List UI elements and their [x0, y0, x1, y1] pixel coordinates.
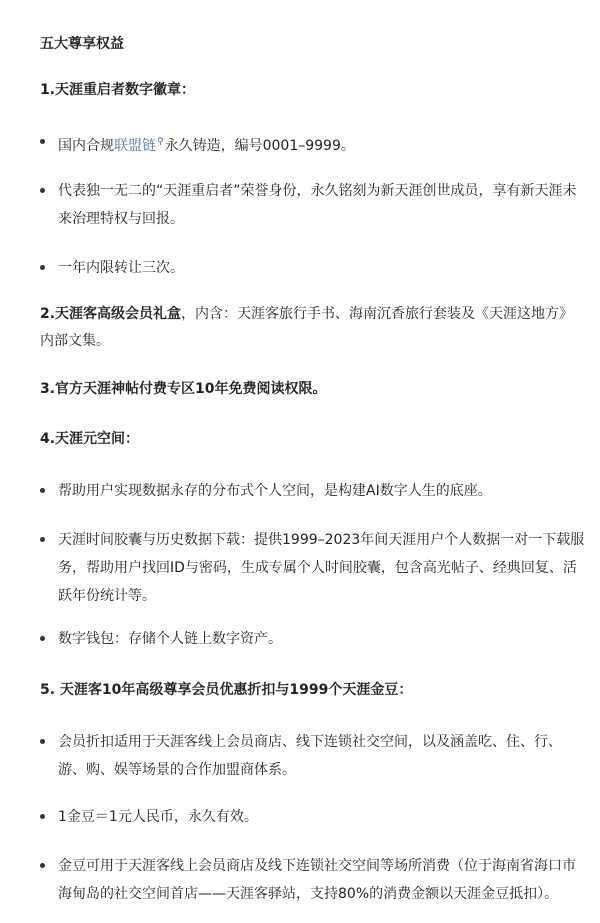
- list-item-text-cont: 务，帮助用户找回ID与密码，生成专属个人时间胶囊，包含高光帖子、经典回复、活: [58, 560, 577, 576]
- search-icon: ⚲: [157, 137, 164, 147]
- section-2-paragraph: 2.天涯客高级会员礼盒，内含：天涯客旅行手书、海南沉香旅行套装及《天涯这地方》: [40, 306, 574, 322]
- list-item-text: 国内合规联盟链⚲永久铸造，编号0001–9999。: [58, 128, 580, 160]
- bullet-icon: [40, 537, 45, 542]
- page-title: 五大尊享权益: [40, 36, 124, 52]
- bullet-icon: [40, 188, 45, 193]
- list-item-text: 一年内限转让三次。: [58, 260, 184, 276]
- section-2-paragraph-cont: 内部文集。: [40, 333, 110, 349]
- list-item-text: 金豆可用于天涯客线上会员商店及线下连锁社交空间等场所消费（位于海南省海口市: [58, 858, 576, 874]
- section-2-heading: 2.天涯客高级会员礼盒: [40, 306, 182, 322]
- section-4-heading: 4.天涯元空间：: [40, 431, 140, 447]
- list-item-text: 数字钱包：存储个人链上数字资产。: [58, 631, 282, 647]
- bullet-icon: [40, 636, 45, 641]
- list-item-text: 会员折扣适用于天涯客线上会员商店、线下连锁社交空间，以及涵盖吃、住、行、: [58, 734, 562, 750]
- bullet-icon: [40, 814, 45, 819]
- alliance-chain-link[interactable]: 联盟链: [114, 138, 156, 154]
- bullet-icon: [40, 863, 45, 868]
- list-item-text-cont: 海甸岛的社交空间首店——天涯客驿站，支持80%的消费金额以天涯金豆抵扣）。: [58, 886, 559, 902]
- list-item-text: 帮助用户实现数据永存的分布式个人空间，是构建AI数字人生的底座。: [58, 483, 492, 499]
- list-item-text-cont: 来治理特权与回报。: [58, 211, 184, 227]
- bullet-icon: [40, 488, 45, 493]
- list-item-text: 代表独一无二的“天涯重启者”荣誉身份，永久铭刻为新天涯创世成员，享有新天涯未: [58, 183, 577, 199]
- list-item-text-cont: 跃年份统计等。: [58, 588, 156, 604]
- list-item-text-cont: 游、购、娱等场景的合作加盟商体系。: [58, 762, 296, 778]
- section-1-heading: 1.天涯重启者数字徽章：: [40, 82, 196, 98]
- section-5-heading: 5. 天涯客10年高级尊享会员优惠折扣与1999个天涯金豆：: [40, 682, 413, 698]
- list-item-text: 天涯时间胶囊与历史数据下载：提供1999–2023年间天涯用户个人数据一对一下载服: [58, 532, 585, 548]
- bullet-icon: [40, 139, 45, 144]
- list-item-text: 1金豆＝1元人民币，永久有效。: [58, 809, 258, 825]
- bullet-icon: [40, 265, 45, 270]
- section-3-heading: 3.官方天涯神帖付费专区10年免费阅读权限。: [40, 381, 327, 397]
- bullet-icon: [40, 739, 45, 744]
